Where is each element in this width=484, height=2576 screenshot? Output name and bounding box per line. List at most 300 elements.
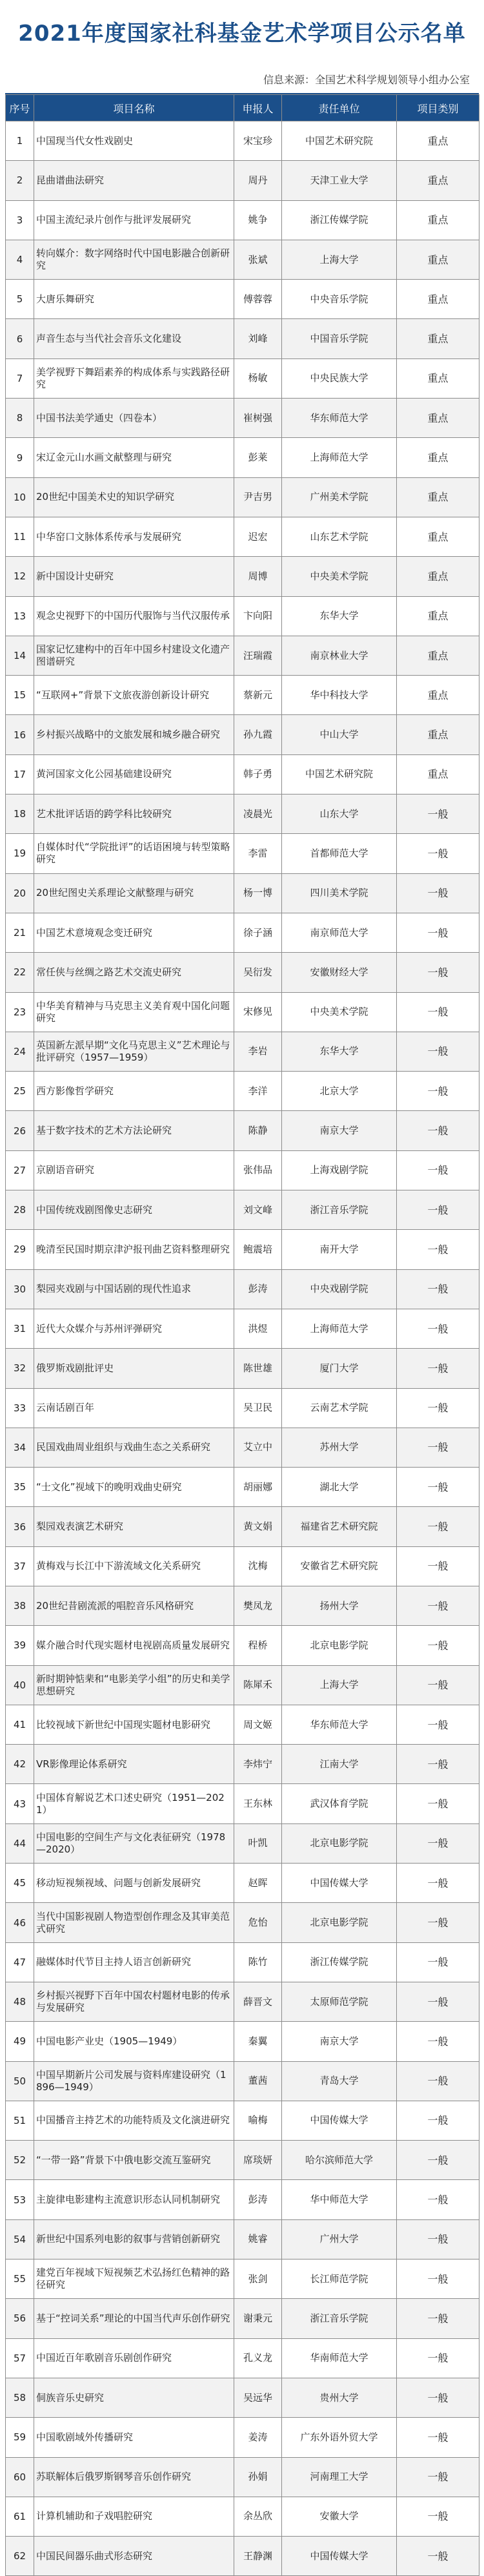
cell-applicant: 刘文峰 (234, 1190, 282, 1230)
cell-applicant: 刘峰 (234, 319, 282, 358)
table-row (6, 1823, 479, 1863)
cell-unit: 南京大学 (282, 2022, 397, 2061)
cell-project-name: 中国主流纪录片创作与批评发展研究 (34, 200, 234, 240)
cell-unit: 中国传媒大学 (282, 2537, 397, 2576)
cell-applicant: 姜涛 (234, 2418, 282, 2457)
cell-applicant: 陈静 (234, 1111, 282, 1150)
cell-project-name: 云南话剧百年 (34, 1388, 234, 1428)
cell-category: 一般 (397, 1546, 479, 1586)
cell-unit: 浙江音乐学院 (282, 2299, 397, 2338)
cell-project-name: 昆曲谱曲法研究 (34, 161, 234, 200)
cell-applicant: 余丛欣 (234, 2497, 282, 2536)
cell-unit: 北京电影学院 (282, 1626, 397, 1665)
cell-unit: 天津工业大学 (282, 161, 397, 200)
cell-project-name: 黄梅戏与长江中下游流域文化关系研究 (34, 1546, 234, 1586)
cell-applicant: 陈世雄 (234, 1349, 282, 1388)
cell-project-name: 西方影像哲学研究 (34, 1072, 234, 1111)
table-row (6, 2497, 479, 2536)
cell-project-name: 常任侠与丝绸之路艺术交流史研究 (34, 953, 234, 992)
cell-applicant: 彭莱 (234, 438, 282, 477)
cell-unit: 南京林业大学 (282, 636, 397, 675)
cell-project-name: 侗族音乐史研究 (34, 2378, 234, 2417)
cell-unit: 浙江传媒学院 (282, 200, 397, 240)
cell-category: 一般 (397, 1626, 479, 1665)
cell-category: 重点 (397, 676, 479, 715)
table-body (6, 121, 479, 2576)
cell-applicant: 宋修见 (234, 992, 282, 1032)
cell-unit: 广州美术学院 (282, 477, 397, 517)
cell-applicant: 王东林 (234, 1784, 282, 1823)
table-row (6, 1111, 479, 1150)
table-row (6, 754, 479, 794)
cell-project-name: 中国早期新片公司发展与资料库建设研究（1896—1949） (34, 2061, 234, 2101)
cell-category: 一般 (397, 2378, 479, 2417)
cell-project-name: 20世纪昔剧流派的唱腔音乐风格研究 (34, 1586, 234, 1625)
cell-category: 一般 (397, 1230, 479, 1269)
cell-unit: 湖北大学 (282, 1468, 397, 1507)
table-row (6, 1230, 479, 1269)
cell-unit: 云南艺术学院 (282, 1388, 397, 1428)
table-row (6, 161, 479, 200)
cell-category: 一般 (397, 1705, 479, 1744)
cell-project-name: 融媒体时代节目主持人语言创新研究 (34, 1942, 234, 1982)
cell-no: 42 (6, 1745, 34, 1784)
cell-no: 57 (6, 2338, 34, 2378)
cell-applicant: 吴卫民 (234, 1388, 282, 1428)
cell-applicant: 席琰妍 (234, 2141, 282, 2180)
cell-unit: 中央戏剧学院 (282, 1269, 397, 1309)
cell-project-name: 中国电影的空间生产与文化表征研究（1978—2020） (34, 1823, 234, 1863)
cell-project-name: 黄河国家文化公园基础建设研究 (34, 754, 234, 794)
cell-no: 27 (6, 1150, 34, 1190)
cell-applicant: 危怡 (234, 1903, 282, 1942)
header-row (6, 95, 479, 121)
cell-no: 9 (6, 438, 34, 477)
cell-project-name: 中国传统戏剧图像史志研究 (34, 1190, 234, 1230)
cell-unit: 中国传媒大学 (282, 1864, 397, 1903)
cell-category: 重点 (397, 358, 479, 398)
table-row (6, 358, 479, 398)
cell-category: 一般 (397, 2180, 479, 2219)
table-row (6, 1982, 479, 2021)
cell-applicant: 洪煜 (234, 1309, 282, 1348)
cell-category: 重点 (397, 280, 479, 319)
cell-category: 一般 (397, 2061, 479, 2101)
cell-project-name: “互联网+”背景下文旅夜游创新设计研究 (34, 676, 234, 715)
source-line: 信息来源：全国艺术科学规划领导小组办公室 (263, 74, 470, 86)
cell-project-name: 艺术批评话语的跨学科比较研究 (34, 795, 234, 834)
cell-applicant: 姚争 (234, 200, 282, 240)
cell-no: 62 (6, 2537, 34, 2576)
cell-applicant: 卞向阳 (234, 596, 282, 636)
cell-no: 56 (6, 2299, 34, 2338)
cell-category: 一般 (397, 1982, 479, 2021)
cell-no: 14 (6, 636, 34, 675)
cell-category: 一般 (397, 1468, 479, 1507)
cell-applicant: 张斌 (234, 240, 282, 279)
cell-category: 重点 (397, 399, 479, 438)
cell-category: 一般 (397, 1388, 479, 1428)
cell-no: 40 (6, 1665, 34, 1705)
cell-category: 一般 (397, 1111, 479, 1150)
project-table (5, 94, 479, 2576)
cell-unit: 南开大学 (282, 1230, 397, 1269)
cell-project-name: 英国新左派早期“文化马克思主义”艺术理论与批评研究（1957—1959） (34, 1032, 234, 1071)
cell-project-name: 新世纪中国系列电影的叙事与营销创新研究 (34, 2219, 234, 2259)
cell-project-name: 美学视野下舞蹈素养的构成体系与实践路径研究 (34, 358, 234, 398)
table-row (6, 1072, 479, 1111)
cell-category: 一般 (397, 2299, 479, 2338)
cell-unit: 首都师范大学 (282, 834, 397, 873)
cell-applicant: 杨敏 (234, 358, 282, 398)
cell-no: 58 (6, 2378, 34, 2417)
cell-unit: 上海大学 (282, 240, 397, 279)
cell-unit: 上海大学 (282, 1665, 397, 1705)
cell-project-name: 宋辽金元山水画文献整理与研究 (34, 438, 234, 477)
cell-project-name: 中国歌剧域外传播研究 (34, 2418, 234, 2457)
cell-project-name: 中华窑口文脉体系传承与发展研究 (34, 517, 234, 556)
table-row (6, 873, 479, 913)
cell-applicant: 尹吉男 (234, 477, 282, 517)
cell-project-name: 基于数字技术的艺术方法论研究 (34, 1111, 234, 1150)
table-row (6, 2378, 479, 2417)
cell-category: 一般 (397, 1072, 479, 1111)
cell-applicant: 赵晖 (234, 1864, 282, 1903)
cell-applicant: 周博 (234, 557, 282, 596)
cell-no: 39 (6, 1626, 34, 1665)
cell-unit: 长江师范学院 (282, 2259, 397, 2299)
cell-no: 52 (6, 2141, 34, 2180)
cell-applicant: 王静渊 (234, 2537, 282, 2576)
cell-no: 38 (6, 1586, 34, 1625)
cell-unit: 中国艺术研究院 (282, 754, 397, 794)
cell-no: 53 (6, 2180, 34, 2219)
cell-unit: 浙江音乐学院 (282, 1190, 397, 1230)
cell-project-name: 主旋律电影建构主流意识形态认同机制研究 (34, 2180, 234, 2219)
cell-applicant: 艾立中 (234, 1428, 282, 1467)
cell-category: 一般 (397, 2418, 479, 2457)
cell-no: 47 (6, 1942, 34, 1982)
cell-no: 34 (6, 1428, 34, 1467)
cell-unit: 浙江传媒学院 (282, 1942, 397, 1982)
cell-category: 一般 (397, 1507, 479, 1546)
cell-category: 一般 (397, 1823, 479, 1863)
cell-project-name: 苏联解体后俄罗斯钢琴音乐创作研究 (34, 2457, 234, 2497)
cell-applicant: 蔡新元 (234, 676, 282, 715)
cell-category: 一般 (397, 2219, 479, 2259)
cell-no: 20 (6, 873, 34, 913)
cell-project-name: 自媒体时代“学院批评”的话语困境与转型策略研究 (34, 834, 234, 873)
cell-no: 37 (6, 1546, 34, 1586)
cell-no: 43 (6, 1784, 34, 1823)
cell-applicant: 孙九霞 (234, 715, 282, 754)
cell-unit: 上海师范大学 (282, 1309, 397, 1348)
cell-project-name: 大唐乐舞研究 (34, 280, 234, 319)
cell-project-name: 中国电影产业史（1905—1949） (34, 2022, 234, 2061)
cell-project-name: 移动短视频视域、问题与创新发展研究 (34, 1864, 234, 1903)
table-row (6, 1745, 479, 1784)
cell-project-name: “一带一路”背景下中俄电影交流互鉴研究 (34, 2141, 234, 2180)
cell-no: 59 (6, 2418, 34, 2457)
cell-applicant: 叶凯 (234, 1823, 282, 1863)
cell-applicant: 薛晋文 (234, 1982, 282, 2021)
cell-applicant: 李雷 (234, 834, 282, 873)
table-row (6, 399, 479, 438)
cell-category: 一般 (397, 1269, 479, 1309)
cell-unit: 华东师范大学 (282, 1705, 397, 1744)
cell-unit: 四川美术学院 (282, 873, 397, 913)
cell-project-name: 京剧语音研究 (34, 1150, 234, 1190)
cell-project-name: 中国近百年歌剧音乐剧创作研究 (34, 2338, 234, 2378)
cell-unit: 安徽省艺术研究院 (282, 1546, 397, 1586)
cell-project-name: 民国戏曲周业组织与戏曲生态之关系研究 (34, 1428, 234, 1467)
cell-no: 10 (6, 477, 34, 517)
table-row (6, 2219, 479, 2259)
cell-category: 一般 (397, 1784, 479, 1823)
cell-project-name: 晚清至民国时期京津沪报刊曲艺资料整理研究 (34, 1230, 234, 1269)
cell-no: 51 (6, 2101, 34, 2140)
cell-no: 2 (6, 161, 34, 200)
cell-no: 30 (6, 1269, 34, 1309)
cell-project-name: 中国现当代女性戏剧史 (34, 121, 234, 161)
table-row (6, 517, 479, 556)
cell-category: 一般 (397, 2537, 479, 2576)
cell-category: 一般 (397, 1586, 479, 1625)
table-row (6, 1507, 479, 1546)
cell-category: 一般 (397, 2141, 479, 2180)
cell-unit: 中国音乐学院 (282, 319, 397, 358)
cell-applicant: 陈犀禾 (234, 1665, 282, 1705)
cell-unit: 安徽财经大学 (282, 953, 397, 992)
cell-project-name: 20世纪图史关系理论文献整理与研究 (34, 873, 234, 913)
table-row (6, 2022, 479, 2061)
table-row (6, 1705, 479, 1744)
table-row (6, 953, 479, 992)
cell-category: 重点 (397, 161, 479, 200)
table-row (6, 2457, 479, 2497)
cell-unit: 太原师范学院 (282, 1982, 397, 2021)
cell-category: 一般 (397, 2101, 479, 2140)
cell-no: 26 (6, 1111, 34, 1150)
cell-applicant: 董茜 (234, 2061, 282, 2101)
cell-category: 一般 (397, 1428, 479, 1467)
cell-project-name: 基于“控词关系”理论的中国当代声乐创作研究 (34, 2299, 234, 2338)
cell-applicant: 张剑 (234, 2259, 282, 2299)
header-cell-applicant: 申报人 (234, 95, 282, 121)
cell-no: 60 (6, 2457, 34, 2497)
cell-project-name: 中国艺术意境观念变迁研究 (34, 913, 234, 952)
cell-category: 一般 (397, 1190, 479, 1230)
cell-applicant: 凌晨光 (234, 795, 282, 834)
cell-category: 重点 (397, 636, 479, 675)
cell-no: 25 (6, 1072, 34, 1111)
cell-applicant: 李洋 (234, 1072, 282, 1111)
table-header (6, 95, 479, 121)
cell-applicant: 陈竹 (234, 1942, 282, 1982)
table-row (6, 557, 479, 596)
table-row (6, 636, 479, 675)
cell-no: 45 (6, 1864, 34, 1903)
cell-category: 重点 (397, 715, 479, 754)
cell-project-name: 观念史视野下的中国历代服饰与当代汉服传承 (34, 596, 234, 636)
cell-project-name: “士文化”视域下的晚明戏曲史研究 (34, 1468, 234, 1507)
table-row (6, 1388, 479, 1428)
table-row (6, 2537, 479, 2576)
cell-unit: 华南师范大学 (282, 2338, 397, 2378)
cell-applicant: 秦翼 (234, 2022, 282, 2061)
cell-unit: 南京师范大学 (282, 913, 397, 952)
cell-category: 重点 (397, 557, 479, 596)
cell-category: 重点 (397, 438, 479, 477)
cell-no: 32 (6, 1349, 34, 1388)
cell-no: 31 (6, 1309, 34, 1348)
cell-unit: 苏州大学 (282, 1428, 397, 1467)
header-cell-no: 序号 (6, 95, 34, 121)
cell-unit: 厦门大学 (282, 1349, 397, 1388)
table-row (6, 1903, 479, 1942)
cell-category: 一般 (397, 795, 479, 834)
table-row (6, 676, 479, 715)
table-row (6, 1150, 479, 1190)
table-row (6, 319, 479, 358)
table-row (6, 2299, 479, 2338)
cell-no: 4 (6, 240, 34, 279)
cell-category: 一般 (397, 2497, 479, 2536)
cell-applicant: 宋宝珍 (234, 121, 282, 161)
cell-unit: 北京电影学院 (282, 1903, 397, 1942)
cell-no: 12 (6, 557, 34, 596)
cell-no: 61 (6, 2497, 34, 2536)
cell-unit: 武汉体育学院 (282, 1784, 397, 1823)
cell-applicant: 程桥 (234, 1626, 282, 1665)
cell-no: 49 (6, 2022, 34, 2061)
cell-no: 16 (6, 715, 34, 754)
cell-no: 29 (6, 1230, 34, 1269)
cell-no: 3 (6, 200, 34, 240)
table-row (6, 1864, 479, 1903)
cell-unit: 北京电影学院 (282, 1823, 397, 1863)
cell-category: 重点 (397, 240, 479, 279)
cell-unit: 中国传媒大学 (282, 2101, 397, 2140)
cell-no: 36 (6, 1507, 34, 1546)
table-row (6, 795, 479, 834)
table-row (6, 200, 479, 240)
cell-category: 重点 (397, 754, 479, 794)
cell-unit: 安徽大学 (282, 2497, 397, 2536)
table-row (6, 1586, 479, 1625)
table-row (6, 1190, 479, 1230)
cell-applicant: 黄文娟 (234, 1507, 282, 1546)
cell-unit: 东华大学 (282, 596, 397, 636)
cell-applicant: 傅蓉蓉 (234, 280, 282, 319)
cell-unit: 中央美术学院 (282, 992, 397, 1032)
table-row (6, 992, 479, 1032)
table-row (6, 280, 479, 319)
table-row (6, 1665, 479, 1705)
cell-applicant: 彭涛 (234, 1269, 282, 1309)
table-row (6, 1428, 479, 1467)
cell-category: 一般 (397, 992, 479, 1032)
cell-project-name: 新中国设计史研究 (34, 557, 234, 596)
cell-no: 19 (6, 834, 34, 873)
cell-no: 41 (6, 1705, 34, 1744)
cell-unit: 河南理工大学 (282, 2457, 397, 2497)
cell-project-name: 中国书法美学通史（四卷本） (34, 399, 234, 438)
cell-category: 重点 (397, 517, 479, 556)
cell-no: 24 (6, 1032, 34, 1071)
table-row (6, 2180, 479, 2219)
cell-applicant: 杨一博 (234, 873, 282, 913)
cell-applicant: 徐子涵 (234, 913, 282, 952)
cell-category: 一般 (397, 873, 479, 913)
cell-category: 一般 (397, 2022, 479, 2061)
table-row (6, 438, 479, 477)
header-cell-unit: 责任单位 (282, 95, 397, 121)
cell-unit: 广州大学 (282, 2219, 397, 2259)
cell-category: 一般 (397, 1309, 479, 1348)
cell-applicant: 周文姬 (234, 1705, 282, 1744)
cell-applicant: 彭涛 (234, 2180, 282, 2219)
cell-category: 一般 (397, 913, 479, 952)
cell-category: 一般 (397, 1349, 479, 1388)
table-row (6, 2418, 479, 2457)
table-row (6, 1546, 479, 1586)
cell-unit: 华中科技大学 (282, 676, 397, 715)
cell-project-name: 乡村振兴视野下百年中国农村题材电影的传承与发展研究 (34, 1982, 234, 2021)
cell-category: 一般 (397, 1032, 479, 1071)
cell-unit: 华东师范大学 (282, 399, 397, 438)
cell-no: 13 (6, 596, 34, 636)
cell-no: 46 (6, 1903, 34, 1942)
cell-applicant: 吴衍发 (234, 953, 282, 992)
cell-unit: 上海戏剧学院 (282, 1150, 397, 1190)
cell-project-name: 20世纪中国美术史的知识学研究 (34, 477, 234, 517)
table-row (6, 834, 479, 873)
cell-applicant: 鲍震培 (234, 1230, 282, 1269)
table-row (6, 1942, 479, 1982)
cell-unit: 山东艺术学院 (282, 517, 397, 556)
cell-project-name: 中国民间器乐曲式形态研究 (34, 2537, 234, 2576)
cell-applicant: 张伟品 (234, 1150, 282, 1190)
cell-applicant: 李炜宁 (234, 1745, 282, 1784)
cell-category: 一般 (397, 1864, 479, 1903)
cell-category: 一般 (397, 953, 479, 992)
cell-category: 一般 (397, 1745, 479, 1784)
cell-applicant: 姚睿 (234, 2219, 282, 2259)
table-row (6, 2141, 479, 2180)
table-row (6, 1269, 479, 1309)
table-row (6, 1626, 479, 1665)
cell-unit: 华中师范大学 (282, 2180, 397, 2219)
cell-no: 18 (6, 795, 34, 834)
cell-unit: 中国艺术研究院 (282, 121, 397, 161)
cell-unit: 青岛大学 (282, 2061, 397, 2101)
table-row (6, 596, 479, 636)
cell-applicant: 喻梅 (234, 2101, 282, 2140)
cell-project-name: 乡村振兴战略中的文旅发展和城乡融合研究 (34, 715, 234, 754)
cell-no: 15 (6, 676, 34, 715)
cell-project-name: 中华美育精神与马克思主义美育观中国化问题研究 (34, 992, 234, 1032)
cell-no: 21 (6, 913, 34, 952)
cell-project-name: 计算机辅助和子戏唱腔研究 (34, 2497, 234, 2536)
cell-unit: 扬州大学 (282, 1586, 397, 1625)
cell-project-name: 俄罗斯戏剧批评史 (34, 1349, 234, 1388)
cell-no: 54 (6, 2219, 34, 2259)
cell-category: 一般 (397, 2259, 479, 2299)
cell-category: 重点 (397, 319, 479, 358)
table-row (6, 240, 479, 279)
cell-applicant: 迟宏 (234, 517, 282, 556)
